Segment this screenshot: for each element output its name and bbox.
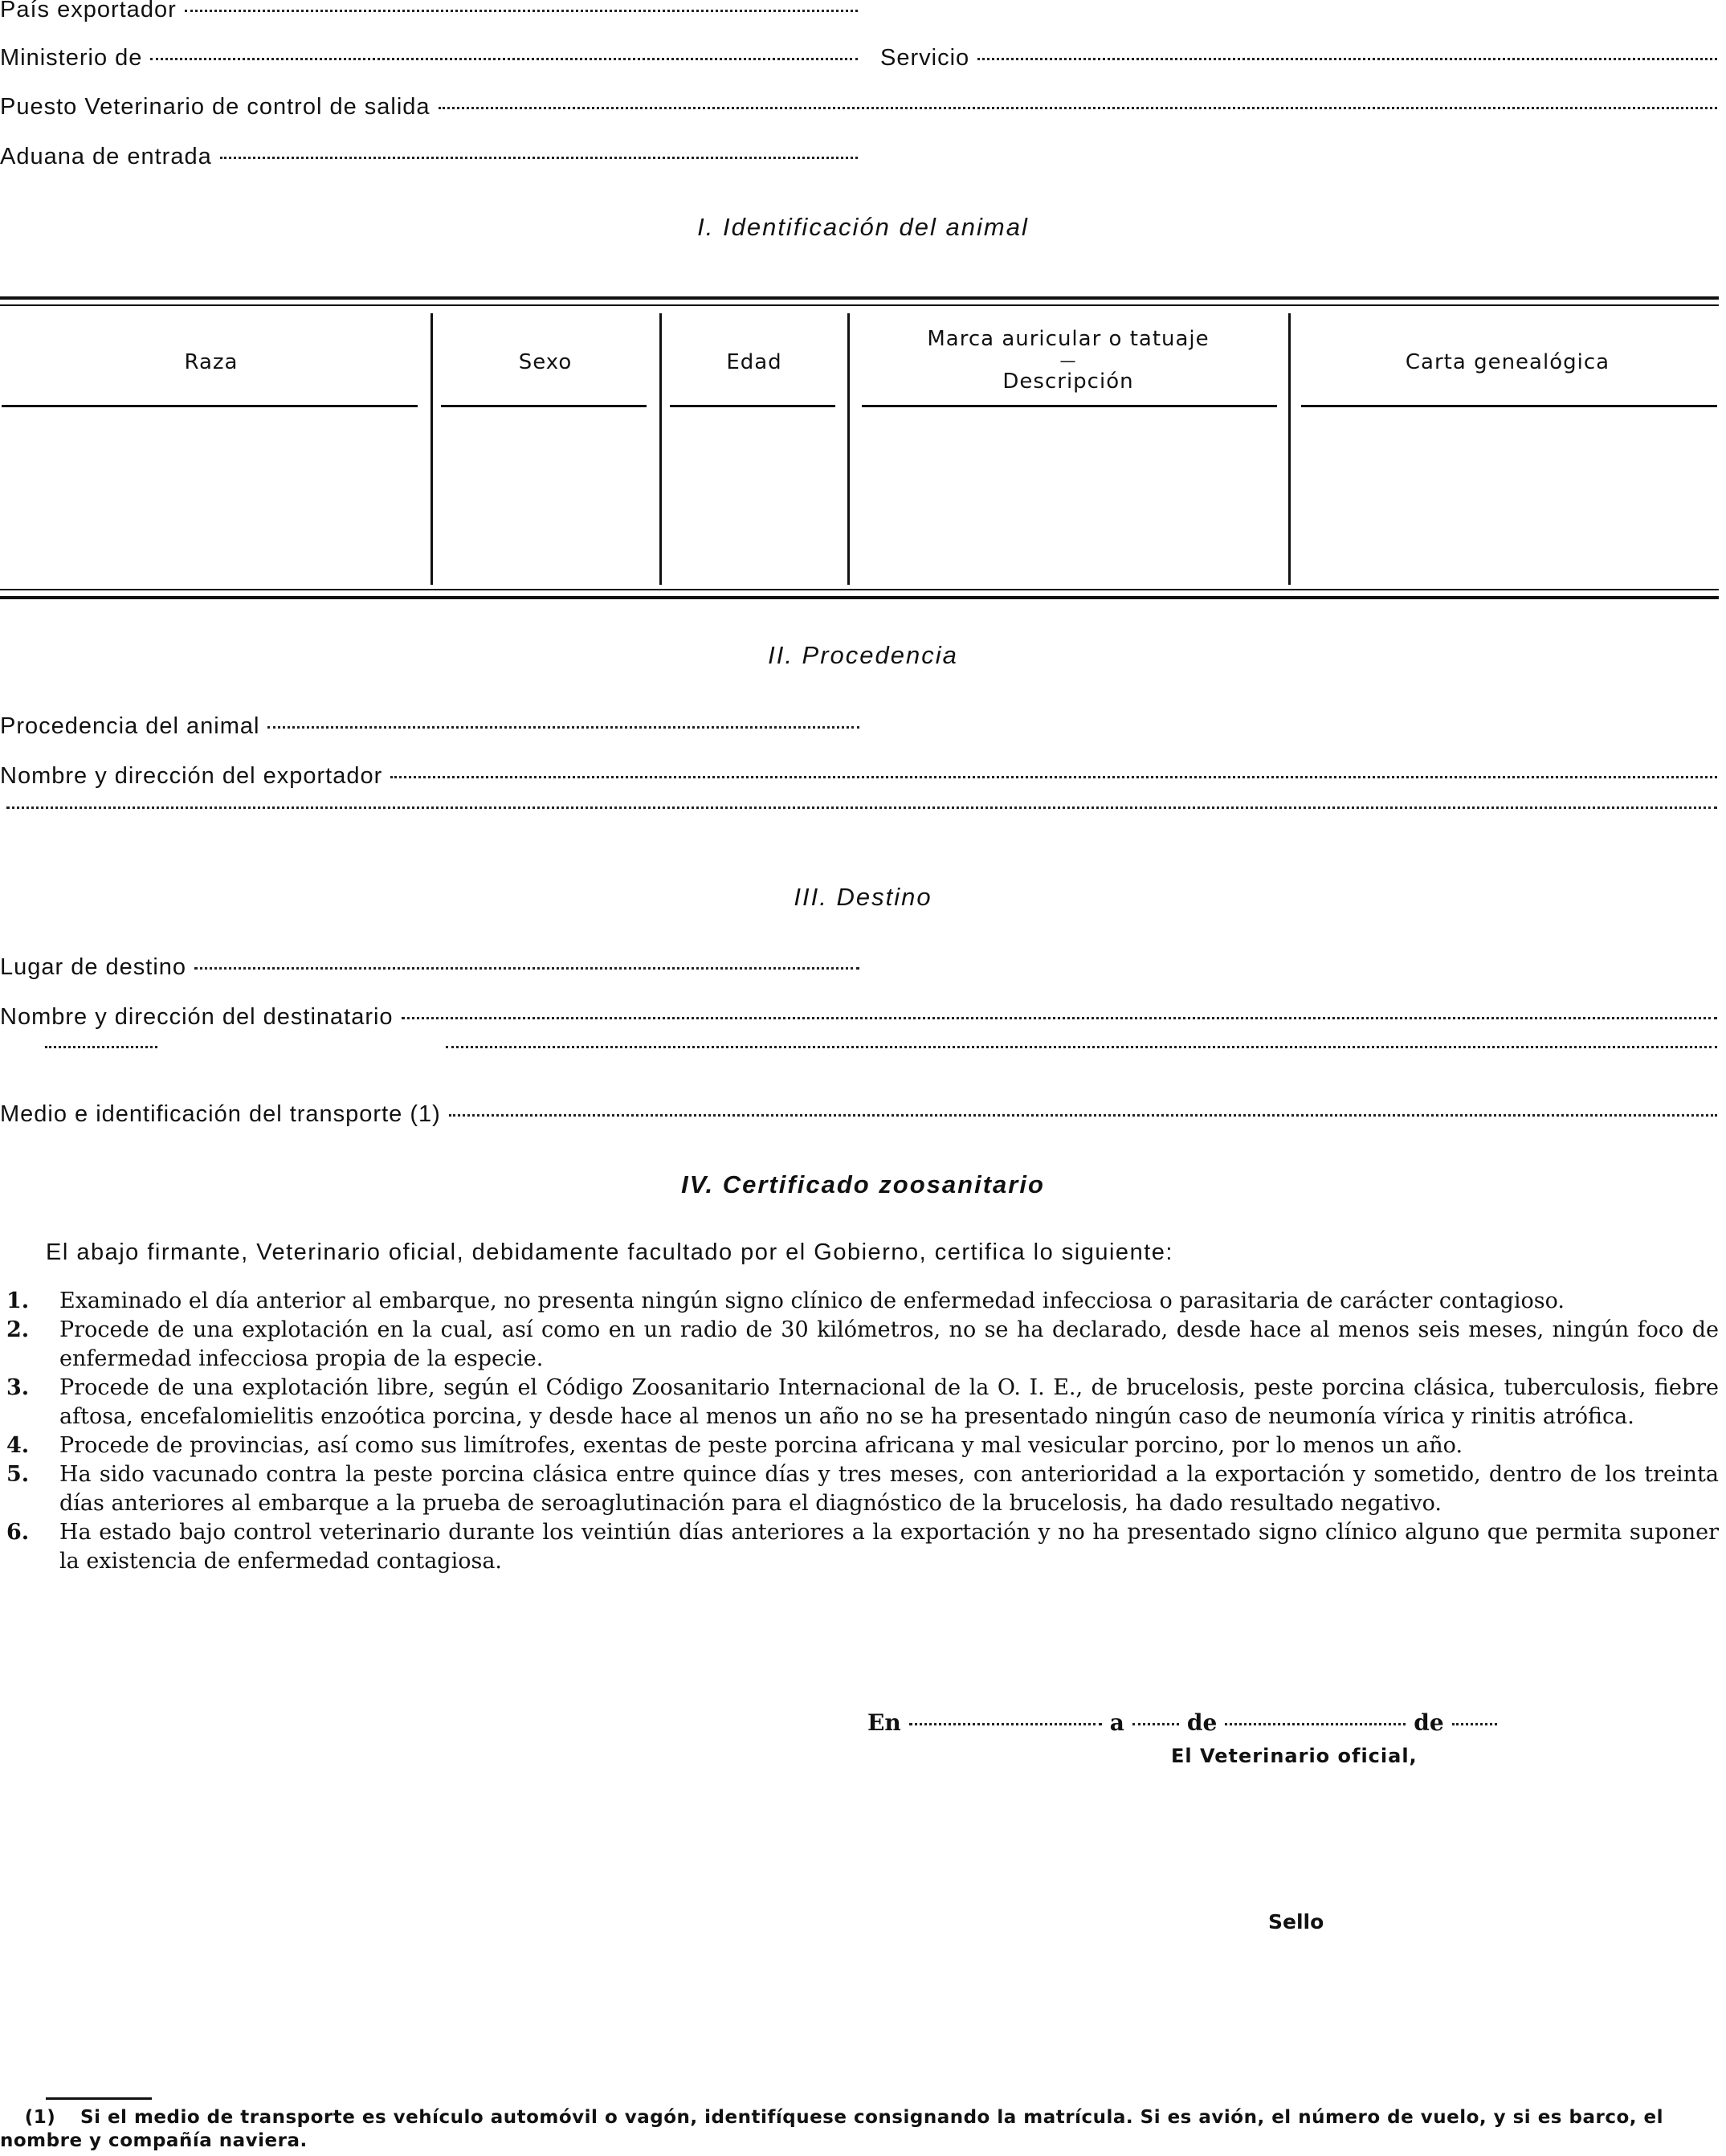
certificate-item <box>0 1431 1719 1460</box>
col-divider-2 <box>659 313 662 585</box>
field-exportador[interactable] <box>0 763 1717 790</box>
col-header-raza: Raza <box>184 350 239 374</box>
item-text: Examinado el día anterior al embarque, no presenta ningún signo clínico de enfermedad infecciosa o parasitaria de carácter contagioso. <box>59 1288 1565 1313</box>
label-aduana: Aduana de entrada <box>0 144 212 169</box>
header-underline-carta <box>1301 405 1717 407</box>
col-header-edad: Edad <box>726 350 782 374</box>
field-destinatario-cont-a[interactable] <box>45 1051 157 1053</box>
fill-month[interactable] <box>1225 1723 1406 1725</box>
certificate-item <box>0 1287 1719 1316</box>
fill-ministerio[interactable] <box>150 58 858 60</box>
label-lugar: Lugar de destino <box>0 954 187 980</box>
item-text: Procede de una explotación libre, según el Código Zoosanitario Internacional de la O. I. E., de brucelosis, peste porcina clásica, tuberculosis, fiebre aftosa, encefalomielitis enzoótica porcina, y desde hace al menos un año no se ha presentado ningún caso de neumonía vírica y rinitis atrófica. <box>59 1375 1719 1429</box>
label-de-1: de <box>1186 1709 1218 1736</box>
section-title-identificacion: I. Identificación del animal <box>697 213 1029 241</box>
col-header-marca <box>855 323 1281 397</box>
item-number: 3. <box>6 1375 30 1400</box>
fill-day[interactable] <box>1132 1723 1179 1725</box>
fill-procedencia[interactable] <box>267 726 859 729</box>
label-puesto: Puesto Veterinario de control de salida <box>0 94 430 120</box>
footnote-text: Si el medio de transporte es vehículo automóvil o vagón, identifíquese consignando la matrícula. Si es avión, el número de vuelo, y si es barco, el nombre y compañía naviera. <box>0 2107 1663 2151</box>
certificate-intro: El abajo firmante, Veterinario oficial, debidamente facultado por el Gobierno, certifica lo siguiente: <box>46 1239 1173 1265</box>
certificate-items <box>0 1287 1719 1576</box>
fill-destinatario-cont-a[interactable] <box>45 1046 157 1048</box>
label-transporte: Medio e identificación del transporte (1) <box>0 1101 441 1127</box>
fill-servicio[interactable] <box>977 58 1717 60</box>
fill-exportador[interactable] <box>390 776 1717 778</box>
fill-aduana[interactable] <box>220 157 858 159</box>
label-en: En <box>867 1709 901 1736</box>
section-title-certificado: IV. Certificado zoosanitario <box>681 1170 1045 1198</box>
label-de-2: de <box>1414 1709 1444 1736</box>
label-pais-exportador: País exportador <box>0 0 177 22</box>
col-header-marca-dash: — <box>1059 351 1077 370</box>
header-underline-raza <box>2 405 418 407</box>
fill-place[interactable] <box>909 1723 1102 1725</box>
col-divider-3 <box>847 313 850 585</box>
col-divider-1 <box>430 313 433 585</box>
certificate-item <box>0 1460 1719 1518</box>
certificate-item <box>0 1374 1719 1431</box>
table-bottom-rule-1 <box>0 589 1719 590</box>
header-underline-edad <box>670 405 835 407</box>
section-title-destino: III. Destino <box>794 883 932 911</box>
fill-puesto[interactable] <box>439 107 1717 109</box>
field-transporte[interactable] <box>0 1101 1717 1128</box>
certificate-item <box>0 1316 1719 1374</box>
fill-lugar[interactable] <box>194 967 859 970</box>
label-ministerio: Ministerio de <box>0 45 143 71</box>
field-ministerio[interactable] <box>0 45 858 71</box>
footnote-number: (1) <box>24 2107 56 2128</box>
col-header-marca-line1: Marca auricular o tatuaje <box>927 327 1210 351</box>
label-a: a <box>1109 1709 1124 1736</box>
table-top-rule-2 <box>0 304 1719 306</box>
fill-pais-exportador[interactable] <box>185 10 858 12</box>
col-header-carta: Carta genealógica <box>1405 350 1610 374</box>
item-number: 5. <box>6 1462 30 1487</box>
veterinarian-label: El Veterinario oficial, <box>1171 1745 1418 1767</box>
header-underline-marca <box>862 405 1277 407</box>
item-text: Procede de una explotación en la cual, así como en un radio de 30 kilómetros, no se ha declarado, desde hace al menos seis meses, ningún foco de enfermedad infecciosa propia de la especie. <box>59 1317 1719 1371</box>
col-divider-4 <box>1288 313 1291 585</box>
table-top-rule <box>0 296 1719 300</box>
fill-transporte[interactable] <box>449 1114 1717 1117</box>
place-date-line <box>867 1709 1505 1736</box>
col-header-sexo: Sexo <box>518 350 573 374</box>
section-title-procedencia: II. Procedencia <box>768 641 958 669</box>
table-bottom-rule-2 <box>0 596 1719 599</box>
field-destinatario[interactable] <box>0 1004 1717 1031</box>
header-underline-sexo <box>441 405 647 407</box>
fill-destinatario[interactable] <box>402 1017 1717 1019</box>
field-servicio[interactable] <box>880 45 1717 71</box>
item-text: Ha sido vacunado contra la peste porcina clásica entre quince días y tres meses, con anterioridad a la exportación y sometido, dentro de los treinta días anteriores al embarque a la prueba de seroaglutinación para el diagnóstico de la brucelosis, ha dado resultado negativo. <box>59 1462 1719 1516</box>
fill-year[interactable] <box>1452 1723 1497 1725</box>
field-procedencia[interactable] <box>0 713 859 740</box>
fill-exportador-cont[interactable] <box>6 806 1717 809</box>
footnote <box>0 2106 1723 2153</box>
label-destinatario: Nombre y dirección del destinatario <box>0 1004 394 1030</box>
label-procedencia: Procedencia del animal <box>0 713 260 739</box>
field-destinatario-cont-b[interactable] <box>446 1051 1717 1053</box>
item-number: 2. <box>6 1317 30 1342</box>
field-aduana[interactable] <box>0 144 858 170</box>
item-number: 4. <box>6 1433 30 1458</box>
col-header-marca-line2: Descripción <box>1002 370 1134 394</box>
label-servicio: Servicio <box>880 45 970 71</box>
item-text: Procede de provincias, así como sus limítrofes, exentas de peste porcina africana y mal vesicular porcino, por lo menos un año. <box>59 1433 1463 1458</box>
fill-destinatario-cont-b[interactable] <box>446 1046 1717 1048</box>
item-text: Ha estado bajo control veterinario durante los veintiún días anteriores a la exportación y no ha presentado signo clínico alguno que permita suponer la existencia de enfermedad contagiosa. <box>59 1520 1719 1574</box>
footnote-rule <box>46 2097 152 2100</box>
item-number: 1. <box>6 1288 30 1313</box>
label-exportador: Nombre y dirección del exportador <box>0 763 383 789</box>
field-pais-exportador[interactable] <box>0 0 858 23</box>
certificate-item <box>0 1518 1719 1576</box>
item-number: 6. <box>6 1520 30 1545</box>
field-puesto[interactable] <box>0 94 1717 120</box>
field-exportador-cont[interactable] <box>0 811 1717 814</box>
field-lugar[interactable] <box>0 954 859 981</box>
stamp-label: Sello <box>1268 1910 1324 1933</box>
